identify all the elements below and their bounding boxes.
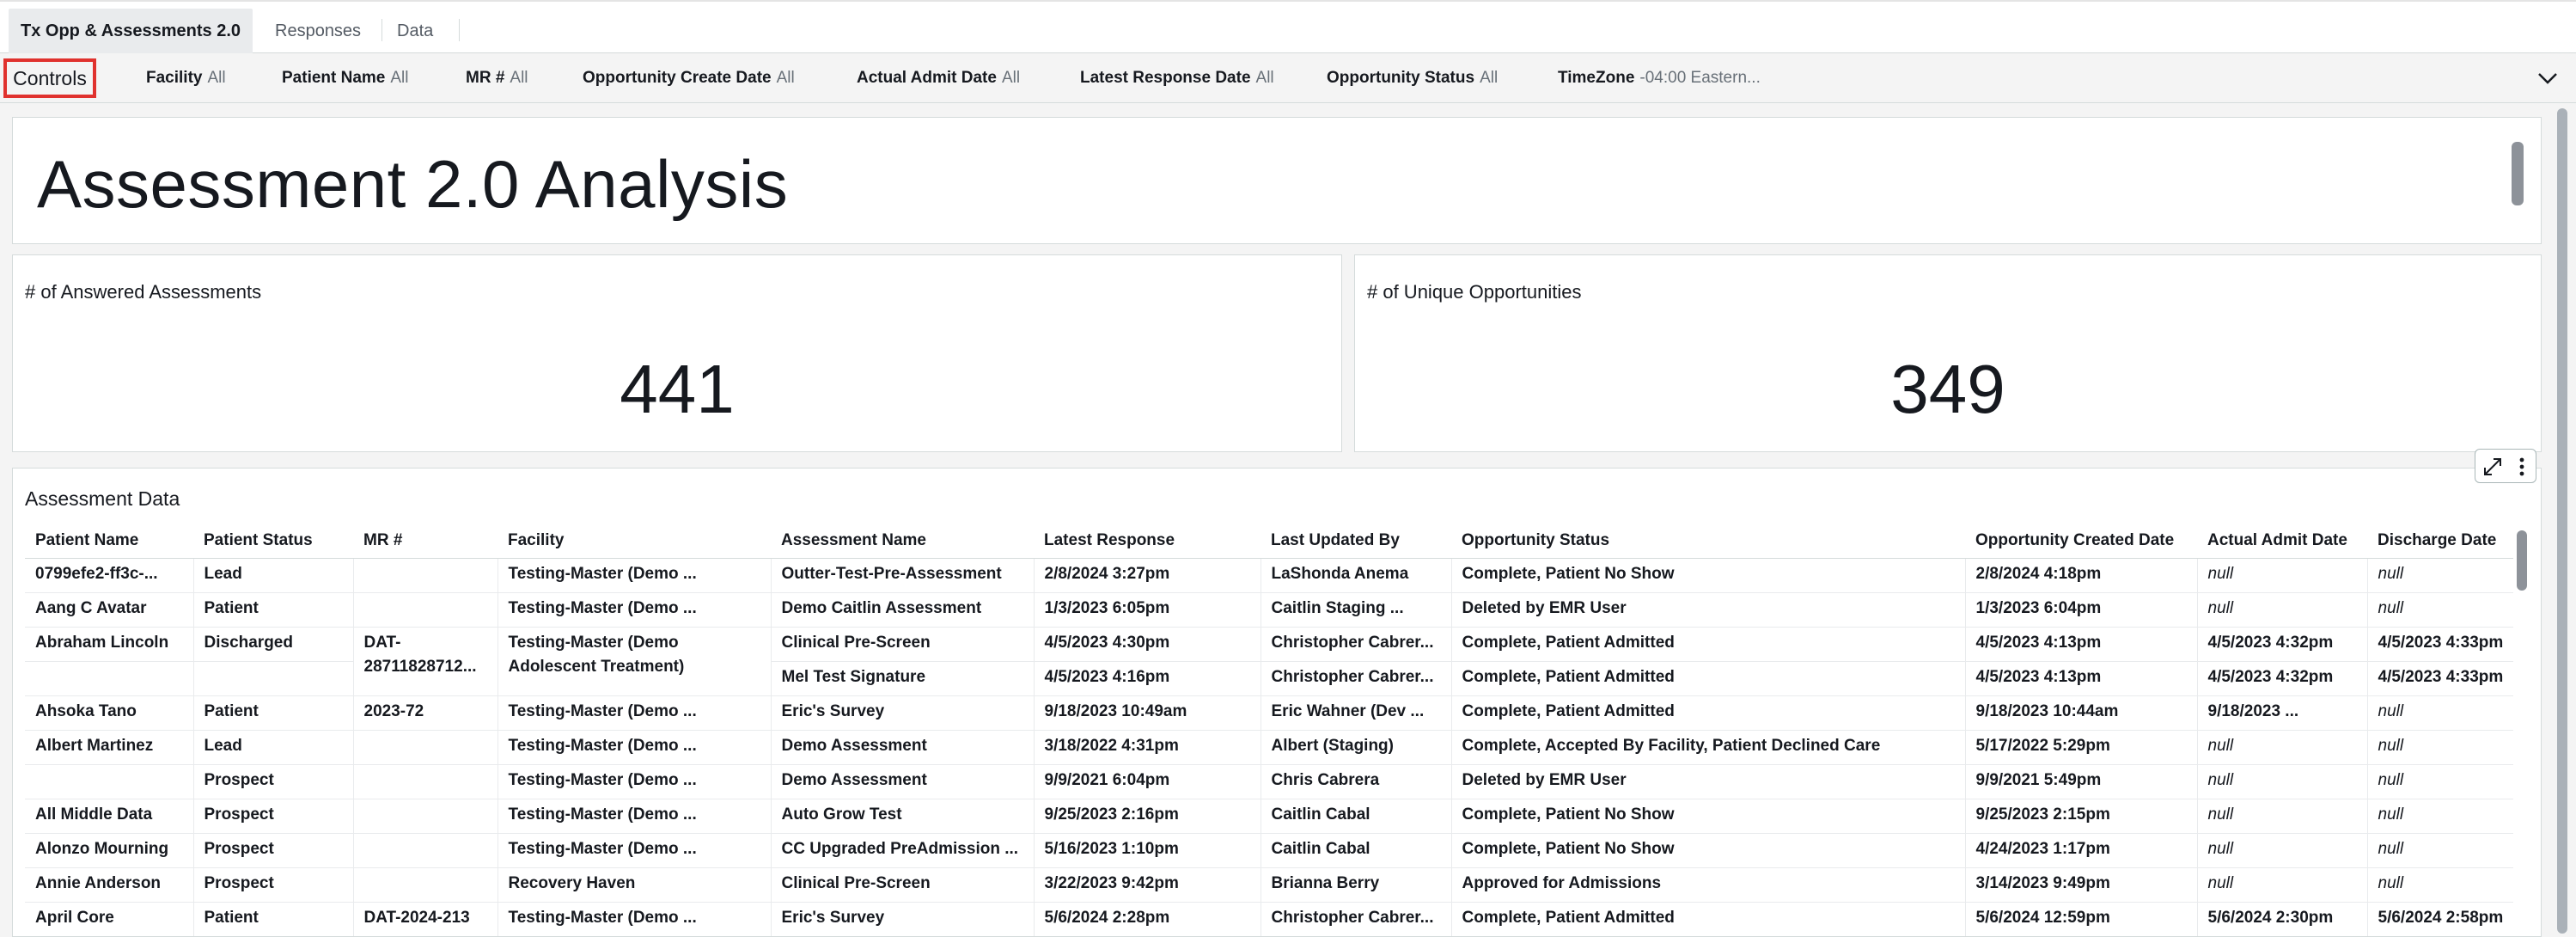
assessment-data-table (25, 524, 2513, 937)
table-cell[interactable]: 4/5/2023 4:13pm (1965, 661, 2197, 695)
filter-opportunity-create-date[interactable] (583, 53, 795, 103)
filter-label: TimeZone (1558, 69, 1635, 87)
table-cell[interactable]: 4/5/2023 4:30pm (1034, 627, 1261, 661)
table-cell[interactable]: null (2367, 730, 2513, 764)
table-cell[interactable]: Deleted by EMR User (1451, 764, 1965, 799)
table-cell[interactable]: Discharged (193, 627, 353, 661)
table-header-row (25, 524, 2513, 558)
table-cell[interactable] (353, 592, 497, 627)
table-row[interactable] (25, 558, 2513, 592)
table-cell[interactable]: 0799efe2-ff3c-... (25, 558, 193, 592)
table-cell[interactable]: Patient (193, 695, 353, 730)
table-cell[interactable]: Eric Wahner (Dev ... (1261, 695, 1451, 730)
table-cell[interactable]: Auto Grow Test (771, 799, 1034, 833)
table-row[interactable] (25, 627, 2513, 661)
table-cell[interactable]: Christopher Cabrer... (1261, 661, 1451, 695)
filter-value: All (776, 69, 795, 87)
column-header[interactable]: MR # (353, 524, 497, 558)
table-cell[interactable]: Testing-Master (Demo ... (497, 730, 771, 764)
filter-value: All (207, 69, 226, 87)
page-scrollbar-thumb[interactable] (2557, 108, 2567, 934)
filter-mr-number[interactable] (466, 53, 528, 103)
table-cell[interactable]: Annie Anderson (25, 867, 193, 902)
table-cell[interactable]: Prospect (193, 764, 353, 799)
column-header[interactable]: Patient Status (193, 524, 353, 558)
title-panel (12, 117, 2542, 244)
table-cell[interactable]: null (2197, 764, 2367, 799)
filter-label: Latest Response Date (1080, 69, 1251, 87)
table-cell[interactable]: null (2367, 867, 2513, 902)
table-cell[interactable]: Testing-Master (Demo ... (497, 764, 771, 799)
table-cell[interactable]: Testing-Master (Demo ... (497, 592, 771, 627)
table-row[interactable] (25, 695, 2513, 730)
filter-opportunity-status[interactable] (1327, 53, 1498, 103)
table-cell[interactable]: 5/16/2023 1:10pm (1034, 833, 1261, 867)
table-cell[interactable]: Complete, Patient Admitted (1451, 661, 1965, 695)
table-cell[interactable]: 3/14/2023 9:49pm (1965, 867, 2197, 902)
table-cell[interactable]: LaShonda Anema (1261, 558, 1451, 592)
table-cell[interactable]: 9/25/2023 2:15pm (1965, 799, 2197, 833)
filter-label: MR # (466, 69, 505, 87)
filter-timezone[interactable] (1558, 53, 1761, 103)
sheet-tab-bar (0, 0, 2576, 53)
table-cell[interactable]: 4/5/2023 4:16pm (1034, 661, 1261, 695)
table-cell[interactable]: 4/5/2023 4:13pm (1965, 627, 2197, 661)
kpi-label: # of Answered Assessments (25, 281, 262, 303)
table-cell[interactable] (353, 764, 497, 799)
column-header[interactable]: Actual Admit Date (2197, 524, 2367, 558)
filter-facility[interactable] (146, 53, 226, 103)
table-cell[interactable]: null (2197, 558, 2367, 592)
kpi-answered-assessments (12, 254, 1342, 452)
table-cell[interactable]: Complete, Accepted By Facility, Patient Declined Care (1451, 730, 1965, 764)
table-cell[interactable]: Clinical Pre-Screen (771, 867, 1034, 902)
table-cell[interactable]: Lead (193, 558, 353, 592)
filter-label: Opportunity Status (1327, 69, 1475, 87)
table-cell[interactable]: Testing-Master (Demo ... (497, 695, 771, 730)
more-options-icon[interactable] (2510, 455, 2534, 479)
table-cell[interactable]: Patient (193, 902, 353, 936)
table-cell[interactable]: Clinical Pre-Screen (771, 627, 1034, 661)
column-header[interactable]: Opportunity Created Date (1965, 524, 2197, 558)
table-cell[interactable]: Caitlin Cabal (1261, 799, 1451, 833)
table-cell[interactable]: Mel Test Signature (771, 661, 1034, 695)
table-cell[interactable]: Lead (193, 730, 353, 764)
table-cell[interactable]: Demo Assessment (771, 764, 1034, 799)
table-cell[interactable]: null (2197, 833, 2367, 867)
column-header[interactable]: Discharge Date (2367, 524, 2513, 558)
table-cell[interactable]: 2/8/2024 4:18pm (1965, 558, 2197, 592)
table-cell[interactable] (25, 764, 193, 799)
table-cell[interactable]: 3/22/2023 9:42pm (1034, 867, 1261, 902)
table-cell[interactable]: null (2197, 867, 2367, 902)
controls-bar (0, 53, 2576, 103)
table-cell[interactable]: Caitlin Staging ... (1261, 592, 1451, 627)
table-cell[interactable]: 1/3/2023 6:05pm (1034, 592, 1261, 627)
table-cell[interactable]: 9/9/2021 6:04pm (1034, 764, 1261, 799)
table-cell[interactable]: Patient (193, 592, 353, 627)
table-cell[interactable]: 1/3/2023 6:04pm (1965, 592, 2197, 627)
table-cell[interactable] (353, 730, 497, 764)
table-cell[interactable] (353, 867, 497, 902)
table-cell[interactable]: Testing-Master (Demo ... (497, 799, 771, 833)
filter-value: All (1255, 69, 1274, 87)
table-cell[interactable]: null (2367, 695, 2513, 730)
tab-divider (459, 19, 460, 41)
table-cell[interactable]: 9/18/2023 ... (2197, 695, 2367, 730)
table-cell[interactable]: Abraham Lincoln (25, 627, 193, 661)
page-title: Assessment 2.0 Analysis (37, 146, 789, 222)
table-cell[interactable]: null (2367, 592, 2513, 627)
table-cell[interactable] (353, 833, 497, 867)
table-cell[interactable]: null (2197, 799, 2367, 833)
page-scrollbar[interactable] (2554, 108, 2571, 934)
table-cell[interactable]: 9/9/2021 5:49pm (1965, 764, 2197, 799)
chevron-down-icon[interactable] (2535, 65, 2561, 91)
filter-value: All (1480, 69, 1499, 87)
table-row[interactable] (25, 764, 2513, 799)
table-cell[interactable]: null (2367, 833, 2513, 867)
table-cell[interactable]: 5/6/2024 2:30pm (2197, 902, 2367, 936)
expand-icon[interactable] (2481, 455, 2505, 479)
table-cell[interactable]: CC Upgraded PreAdmission ... (771, 833, 1034, 867)
table-cell[interactable]: DAT-2024-213 (353, 902, 497, 936)
table-cell[interactable]: 3/18/2022 4:31pm (1034, 730, 1261, 764)
table-cell[interactable]: null (2367, 558, 2513, 592)
table-title: Assessment Data (25, 487, 180, 510)
table-cell[interactable]: 9/18/2023 10:44am (1965, 695, 2197, 730)
table-cell[interactable]: DAT-28711828712... (353, 627, 497, 695)
table-cell[interactable]: Eric's Survey (771, 695, 1034, 730)
table-cell[interactable]: Approved for Admissions (1451, 867, 1965, 902)
tab-responses[interactable]: Responses (275, 21, 362, 40)
filter-label: Opportunity Create Date (583, 69, 772, 87)
table-row[interactable] (25, 799, 2513, 833)
table-cell[interactable]: Testing-Master (Demo ... (497, 902, 771, 936)
table-cell[interactable]: null (2197, 592, 2367, 627)
kpi-unique-opportunities (1354, 254, 2542, 452)
filter-label: Actual Admit Date (857, 69, 997, 87)
table-cell[interactable]: 2023-72 (353, 695, 497, 730)
column-header[interactable]: Facility (497, 524, 771, 558)
table-cell[interactable]: 2/8/2024 3:27pm (1034, 558, 1261, 592)
table-cell[interactable]: 4/24/2023 1:17pm (1965, 833, 2197, 867)
table-cell[interactable]: Alonzo Mourning (25, 833, 193, 867)
table-cell[interactable]: All Middle Data (25, 799, 193, 833)
visual-toolbar (2475, 449, 2536, 483)
table-cell[interactable]: Chris Cabrera (1261, 764, 1451, 799)
table-cell[interactable]: 5/6/2024 12:59pm (1965, 902, 2197, 936)
table-cell[interactable]: April Core (25, 902, 193, 936)
table-cell[interactable]: Outter-Test-Pre-Assessment (771, 558, 1034, 592)
table-cell[interactable]: Albert Martinez (25, 730, 193, 764)
filter-label: Facility (146, 69, 203, 87)
table-cell[interactable]: Prospect (193, 833, 353, 867)
table-cell[interactable]: Eric's Survey (771, 902, 1034, 936)
controls-toggle[interactable]: Controls (3, 58, 96, 98)
table-cell[interactable] (25, 661, 193, 695)
table-cell[interactable]: Deleted by EMR User (1451, 592, 1965, 627)
filter-value: All (510, 69, 528, 87)
table-cell[interactable]: Demo Caitlin Assessment (771, 592, 1034, 627)
filter-patient-name[interactable] (282, 53, 409, 103)
table-cell[interactable]: Complete, Patient Admitted (1451, 695, 1965, 730)
table-cell[interactable]: 5/6/2024 2:58pm (2367, 902, 2513, 936)
kpi-value: 349 (1890, 351, 2005, 427)
table-cell[interactable]: Complete, Patient No Show (1451, 833, 1965, 867)
table-cell[interactable]: 9/25/2023 2:16pm (1034, 799, 1261, 833)
table-cell[interactable]: Complete, Patient No Show (1451, 799, 1965, 833)
scrollbar-thumb[interactable] (2512, 142, 2524, 205)
table-cell[interactable]: 4/5/2023 4:33pm (2367, 661, 2513, 695)
table-cell[interactable]: Aang C Avatar (25, 592, 193, 627)
kpi-value: 441 (620, 351, 735, 427)
filter-value: -04:00 Eastern... (1639, 69, 1761, 87)
table-cell[interactable]: Complete, Patient Admitted (1451, 902, 1965, 936)
column-header[interactable]: Last Updated By (1261, 524, 1451, 558)
table-cell[interactable]: Complete, Patient No Show (1451, 558, 1965, 592)
column-header[interactable]: Opportunity Status (1451, 524, 1965, 558)
table-cell[interactable]: Caitlin Cabal (1261, 833, 1451, 867)
table-cell[interactable]: 9/18/2023 10:49am (1034, 695, 1261, 730)
table-row[interactable] (25, 867, 2513, 902)
table-row[interactable] (25, 592, 2513, 627)
table-cell[interactable]: Brianna Berry (1261, 867, 1451, 902)
filter-value: All (1001, 69, 1021, 87)
table-cell[interactable]: 4/5/2023 4:33pm (2367, 627, 2513, 661)
table-cell[interactable]: Demo Assessment (771, 730, 1034, 764)
table-cell[interactable]: 4/5/2023 4:32pm (2197, 661, 2367, 695)
tab-tx-opp-assessments[interactable]: Tx Opp & Assessments 2.0 (9, 9, 253, 53)
table-row[interactable] (25, 902, 2513, 936)
table-cell[interactable]: 5/6/2024 2:28pm (1034, 902, 1261, 936)
filter-actual-admit-date[interactable] (857, 53, 1020, 103)
table-cell[interactable]: Ahsoka Tano (25, 695, 193, 730)
kpi-label: # of Unique Opportunities (1367, 281, 1582, 303)
table-cell[interactable]: Testing-Master (Demo Adolescent Treatment) (497, 627, 771, 695)
table-cell[interactable]: Albert (Staging) (1261, 730, 1451, 764)
table-cell[interactable]: Testing-Master (Demo ... (497, 833, 771, 867)
table-cell[interactable]: Christopher Cabrer... (1261, 627, 1451, 661)
table-cell[interactable]: 4/5/2023 4:32pm (2197, 627, 2367, 661)
table-cell[interactable]: Christopher Cabrer... (1261, 902, 1451, 936)
table-cell[interactable]: null (2197, 730, 2367, 764)
table-row[interactable] (25, 730, 2513, 764)
table-cell[interactable]: Testing-Master (Demo ... (497, 558, 771, 592)
column-header[interactable]: Patient Name (25, 524, 193, 558)
table-cell[interactable]: Recovery Haven (497, 867, 771, 902)
table-cell[interactable]: 5/17/2022 5:29pm (1965, 730, 2197, 764)
filter-label: Patient Name (282, 69, 386, 87)
table-cell[interactable]: Prospect (193, 867, 353, 902)
assessment-data-panel (12, 468, 2542, 937)
table-cell[interactable]: Prospect (193, 799, 353, 833)
table-cell[interactable] (353, 558, 497, 592)
table-cell[interactable]: null (2367, 799, 2513, 833)
table-row[interactable] (25, 833, 2513, 867)
tab-data[interactable]: Data (397, 21, 434, 40)
table-cell[interactable] (353, 799, 497, 833)
column-header[interactable]: Assessment Name (771, 524, 1034, 558)
table-scrollbar-thumb[interactable] (2517, 530, 2527, 591)
column-header[interactable]: Latest Response (1034, 524, 1261, 558)
table-cell[interactable] (193, 661, 353, 695)
filter-value: All (390, 69, 409, 87)
table-cell[interactable]: null (2367, 764, 2513, 799)
filter-latest-response-date[interactable] (1080, 53, 1274, 103)
table-cell[interactable]: Complete, Patient Admitted (1451, 627, 1965, 661)
